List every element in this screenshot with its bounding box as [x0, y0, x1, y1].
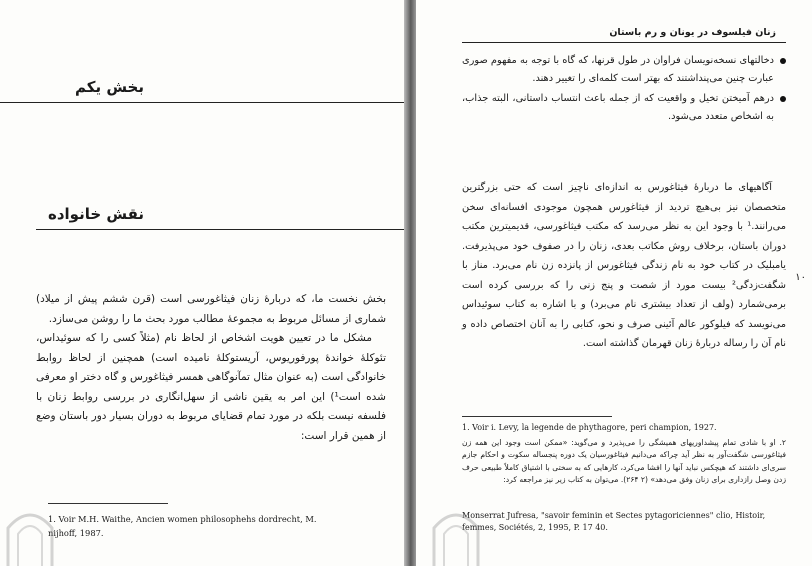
footnote-divider — [48, 503, 168, 504]
library-watermark-icon — [0, 498, 60, 566]
list-item-text: درهم آمیختن تخیل و واقعیت که از جمله باعث انتساب داستانی، البته جذاب، به اشخاص متعدد می‌شود. — [462, 93, 774, 122]
bullet-list — [462, 52, 786, 128]
list-item — [462, 90, 786, 126]
library-watermark-icon — [426, 498, 486, 566]
left-page — [416, 0, 812, 566]
list-item-text: دخالتهای نسخه‌نویسان فراوان در طول قرنها، که گاه با توجه به مفهوم صوری عبارت چنین می‌پنداشتند که بهتر است کلمه‌ای را تغییر دهند. — [462, 55, 774, 84]
footnote: 1. Voir i. Levy, la legende de phythagore, peri champion, 1927. — [462, 423, 717, 432]
body-text: آگاهیهای ما دربارهٔ فیثاغورس به اندازه‌ای ناچیز است که حتی بزرگترین متخصصان نیز بی‌هیچ تردید از فیثاغورس همچون موجودی افسانه‌ای سخن می‌رانند.¹ با وجود این به نظر می‌رسد که مکتب فیثاغورسی، قدیمیترین مکتب دوران باستان، برخلاف روش مکاتب بعدی، زنان را در صفوف خود می‌پذیرفت. یامبلیک در کتاب خود به نام زندگی فیثاغورس از پانزده زن نام می‌برد. مناز با شگفت‌زدگی² بیست مورد از شصت و پنج زنی را که بررسی کرده است برمی‌شمارد (ولف از تعداد بیشتری نام می‌برد) و با اشاره به کتاب سوئیداس می‌نویسد که فیلوکور عالم آئینی صرف و نحو، کتابی را به آنان اختصاص داده و نام آن را رساله دربارهٔ زنان قهرمان گذاشته است. — [462, 182, 786, 349]
section-title: بخش یکم — [75, 78, 144, 96]
header-divider — [462, 42, 786, 43]
running-header: زنان فیلسوف در یونان و رم باستان — [609, 27, 776, 38]
chapter-title: نقش خانواده — [47, 205, 144, 223]
right-page — [0, 0, 404, 566]
book-gutter — [404, 0, 416, 566]
chapter-divider — [36, 229, 404, 230]
body-text — [36, 290, 386, 446]
footnote: 1. Voir M.H. Waithe, Ancien women philosophehs dordrecht, M. nijhoff, 1987. — [48, 514, 317, 538]
paragraph: بخش نخست ما، که دربارهٔ زنان فیثاغورسی است (قرن ششم پیش از میلاد) شماری از مسائل مربوط به مجموعهٔ مطالب مورد بحث ما را روشن می‌سازد. — [36, 293, 386, 325]
page-number: ۱۰ — [795, 272, 806, 283]
paragraph: مشکل ما در تعیین هویت اشخاص از لحاظ نام (مثلاً کسی را که سوئیداس، تئوکلهٔ خواندهٔ پورفوریوس، آریستوکلهٔ نامیده است) همچنین از لحاظ روابط خانوادگی است (به عنوان مثال تمآنوگاهی همسر فیثاغورس و گاه دختر او معرفی شده است¹) این امر به یقین ناشی از سهل‌انگاری در بررسی روابط زنان با فلسفه نیست بلکه در مورد تمام قضایای مربوط به دوران بسیار دور باستان وضع از همین قرار است: — [36, 332, 386, 442]
footnote-divider — [462, 416, 612, 417]
section-divider — [0, 102, 404, 103]
list-item — [462, 52, 786, 88]
footnote: ۲. او با شادی تمام پیشداوریهای همیشگی را می‌پذیرد و می‌گوید: «ممکن است وجود این همه زن فیثاغورسی شگفت‌آور به نظر آید چراکه می‌دانیم فیثاغورسیان یک دوره پنجساله سکوت و احکام جازم سری‌ای داشتند که هیچکس نباید آنها را افشا می‌کرد، کارهایی که به سختی با اشتیاق کاملاً طبیعی حرف زدن وصل رازداری برای زنان وفق می‌دهد» (۲ ۲۶۴). می‌توان به کتاب زیر نیز مراجعه کرد: — [462, 438, 786, 485]
bullet-icon — [780, 58, 786, 64]
bullet-icon — [780, 96, 786, 102]
footnote-reference: Monserrat Jufresa, "savoir feminin et Sectes pytagoriciennes" clio, Histoir, femmes, Sociétés, 2, 1995, P. 17 40. — [462, 511, 766, 532]
